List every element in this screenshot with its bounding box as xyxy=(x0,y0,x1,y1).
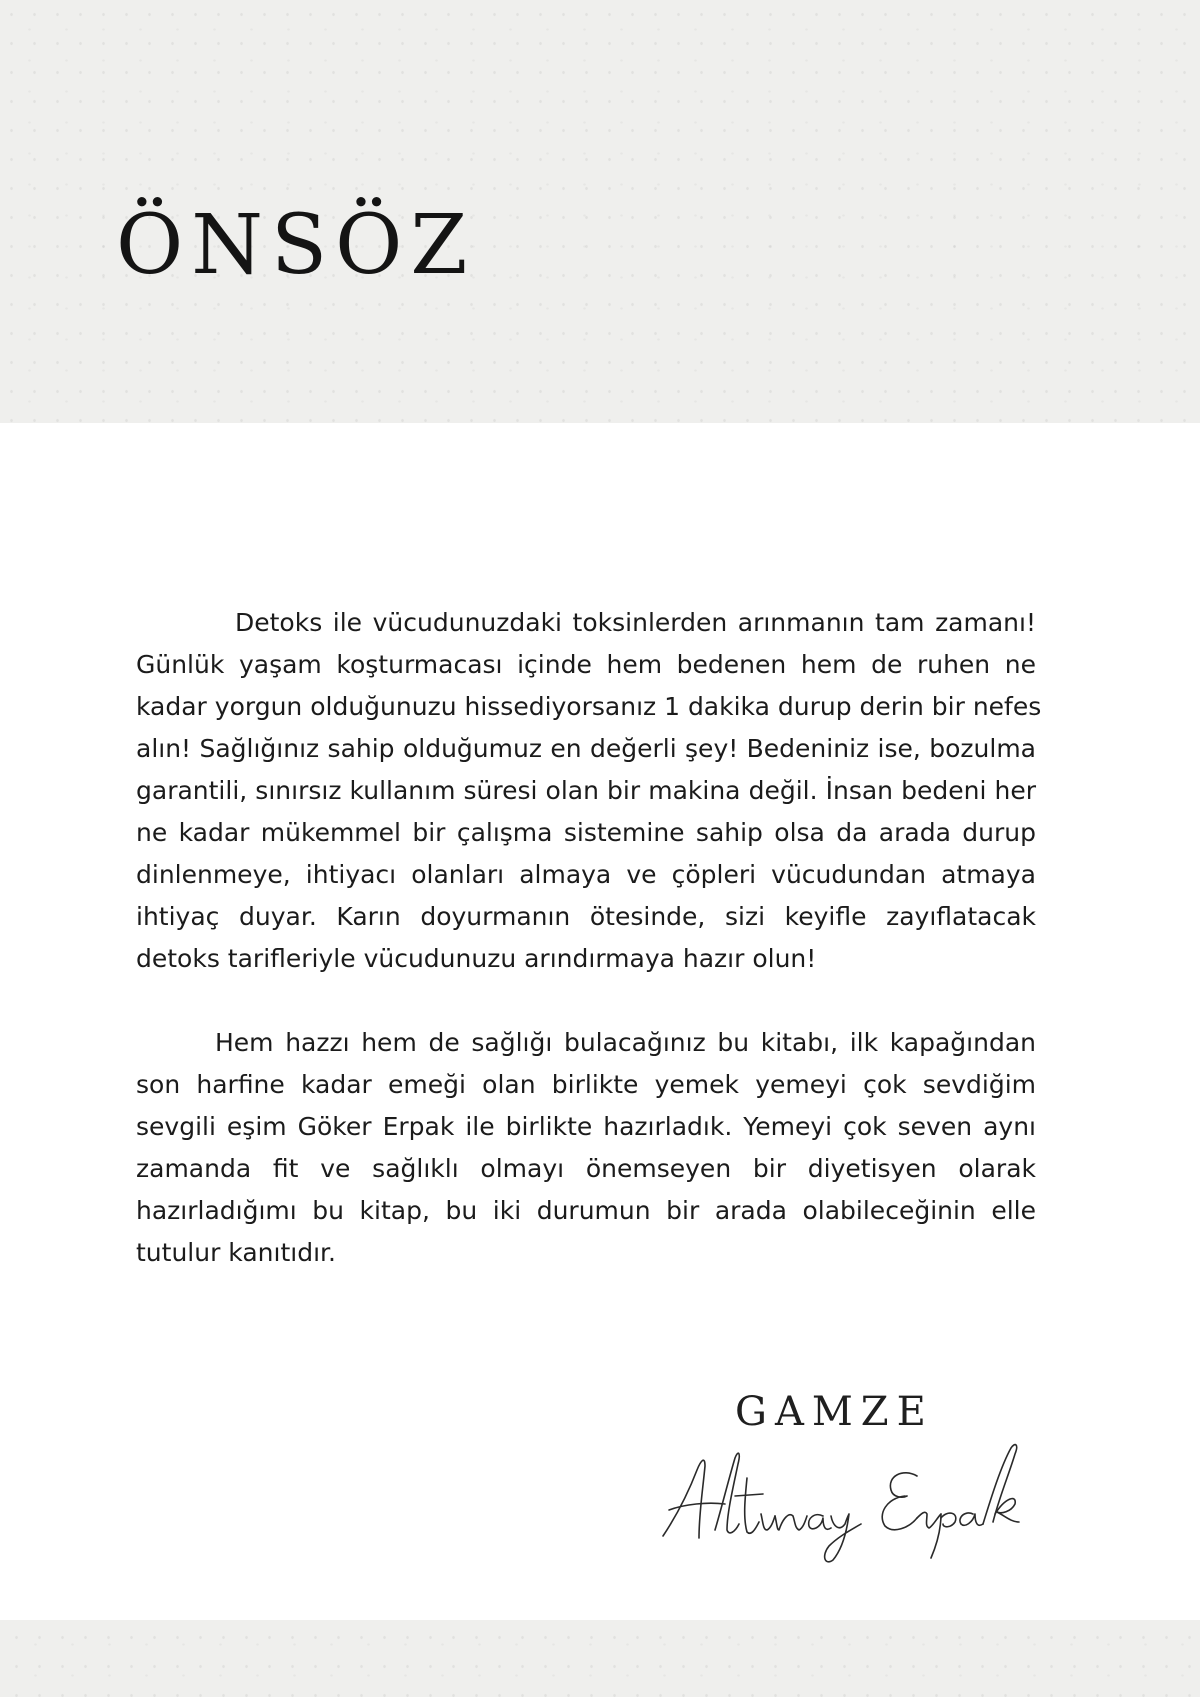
paragraph-2 xyxy=(136,1022,1036,1274)
signature-first-name: GAMZE xyxy=(735,1389,934,1435)
bottom-paper-texture-band xyxy=(0,1620,1200,1697)
paragraph-line: Günlük yaşam koşturmacası içinde hem bedenen hem de ruhen ne xyxy=(136,650,1036,679)
paragraph-line: alın! Sağlığınız sahip olduğumuz en değerli şey! Bedeniniz ise, bozulma xyxy=(136,734,1036,763)
paragraph-line: dinlenmeye, ihtiyacı olanları almaya ve çöpleri vücudundan atmaya xyxy=(136,860,1036,889)
preface-body xyxy=(136,602,1042,1274)
paragraph-line: sevgili eşim Göker Erpak ile birlikte hazırladık. Yemeyi çok seven aynı xyxy=(136,1112,1036,1141)
paragraph-line: Detoks ile vücudunuzdaki toksinlerden arınmanın tam zamanı! xyxy=(235,608,1036,637)
paragraph-line: ihtiyaç duyar. Karın doyurmanın ötesinde, sizi keyifle zayıflatacak xyxy=(136,902,1036,931)
page-title: ÖNSÖZ xyxy=(116,198,476,293)
paragraph-line: detoks tarifleriyle vücudunuzu arındırmaya hazır olun! xyxy=(136,944,817,973)
paragraph-line: tutulur kanıtıdır. xyxy=(136,1238,336,1267)
paragraph-line: zamanda fit ve sağlıklı olmayı önemseyen bir diyetisyen olarak xyxy=(136,1154,1036,1183)
paragraph-line: kadar yorgun olduğunuzu hissediyorsanız 1 dakika durup derin bir nefes xyxy=(136,692,1042,721)
paragraph-line: hazırladığımı bu kitap, bu iki durumun bir arada olabileceğinin elle xyxy=(136,1196,1036,1225)
handwritten-signature xyxy=(655,1418,1055,1568)
paragraph-line: son harfine kadar emeği olan birlikte yemek yemeyi çok sevdiğim xyxy=(136,1070,1036,1099)
paragraph-1 xyxy=(136,602,1042,980)
paragraph-line: ne kadar mükemmel bir çalışma sistemine sahip olsa da arada durup xyxy=(136,818,1036,847)
paragraph-line: Hem hazzı hem de sağlığı bulacağınız bu kitabı, ilk kapağından xyxy=(215,1028,1036,1057)
paragraph-line: garantili, sınırsız kullanım süresi olan bir makina değil. İnsan bedeni her xyxy=(136,776,1036,805)
